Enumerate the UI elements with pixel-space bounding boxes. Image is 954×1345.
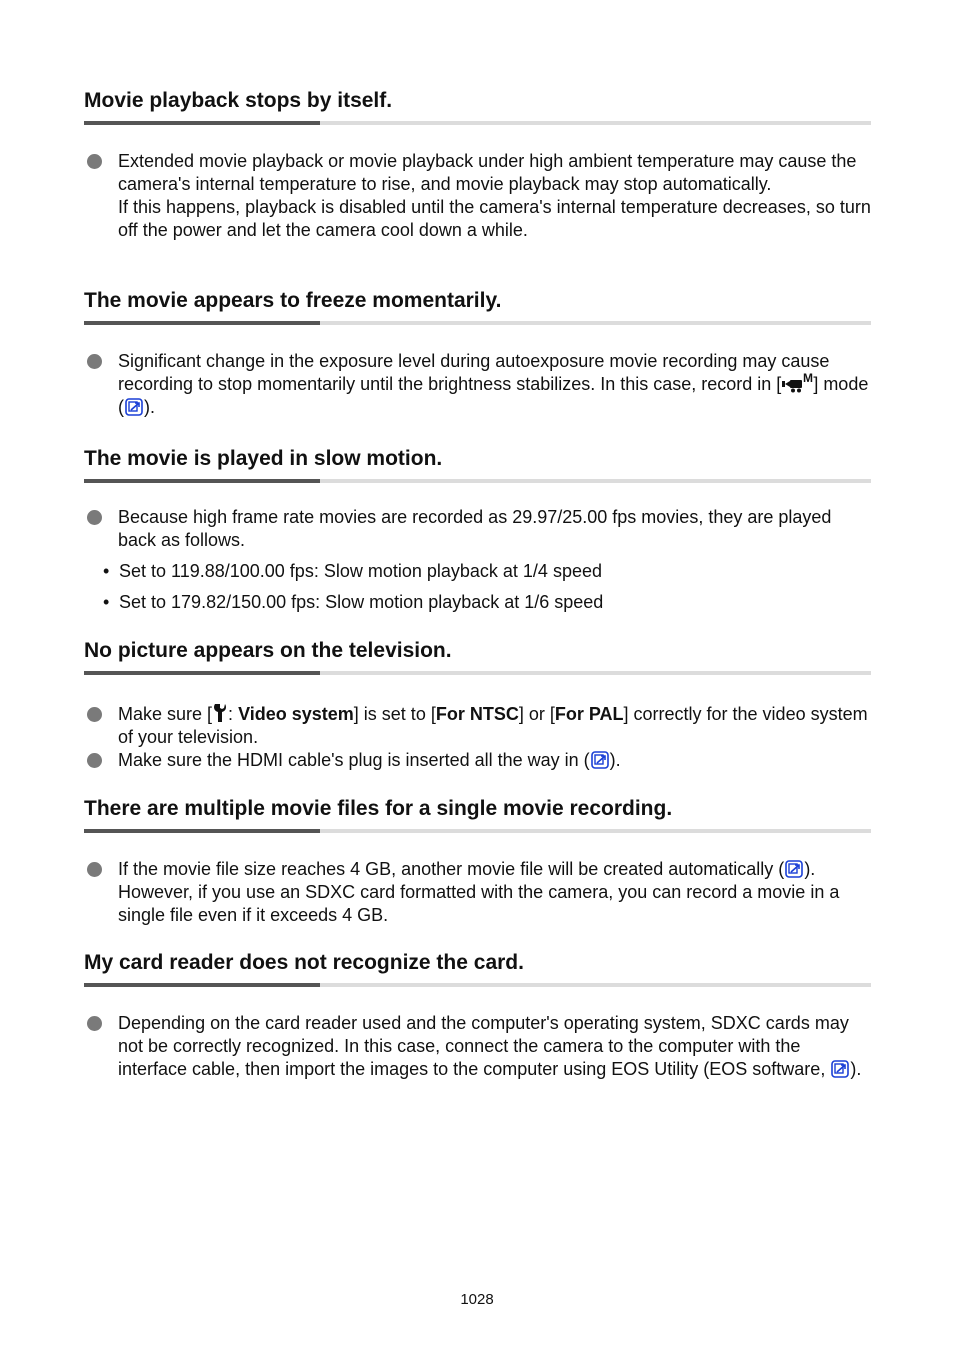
- bullet-text: Significant change in the exposure level during autoexposure movie recording may cause recording to stop momentarily until the brightness stabilizes. In this case, record in [: [118, 351, 830, 394]
- bullet-text: Extended movie playback or movie playback under high ambient temperature may cause the camera's internal temperature to rise, and movie playback may stop automatically.: [118, 151, 857, 194]
- bullet-list: [84, 703, 871, 772]
- list-item: [84, 1012, 871, 1081]
- page-reference-icon[interactable]: [785, 860, 803, 878]
- sub-list-item: [84, 560, 871, 583]
- bullet-text: :: [228, 704, 239, 724]
- bullet-list: [84, 350, 871, 419]
- page-reference-icon[interactable]: [591, 751, 609, 769]
- list-item: [84, 749, 871, 772]
- heading-rule: [84, 829, 871, 833]
- bullet-dot: [87, 753, 102, 768]
- section-no-picture-tv: [84, 638, 871, 772]
- bullet-text: ).: [850, 1059, 862, 1079]
- heading-rule: [84, 671, 871, 675]
- list-item: [84, 858, 871, 927]
- bullet-list: [84, 506, 871, 614]
- page-reference-icon[interactable]: [831, 1060, 849, 1078]
- heading-rule: [84, 121, 871, 125]
- sub-item-text: Set to 119.88/100.00 fps: Slow motion playback at 1/4 speed: [119, 561, 602, 581]
- section-heading: Movie playback stops by itself.: [84, 89, 393, 112]
- bullet-text: ] or [: [518, 704, 555, 724]
- section-heading: The movie is played in slow motion.: [84, 447, 443, 470]
- bullet-text: ] mode (: [118, 374, 869, 417]
- heading-rule: [84, 983, 871, 987]
- bullet-dot: [87, 707, 102, 722]
- sub-item-text: Set to 179.82/150.00 fps: Slow motion playback at 1/6 speed: [119, 592, 604, 612]
- section-heading: The movie appears to freeze momentarily.: [84, 289, 502, 312]
- list-item: [84, 703, 871, 749]
- sub-list-item: [84, 591, 871, 614]
- section-heading: No picture appears on the television.: [84, 639, 452, 662]
- bullet-dot: [87, 154, 102, 169]
- bullet-text-continued: If this happens, playback is disabled until the camera's internal temperature decreases, so turn off the power and let the camera cool down a while.: [118, 197, 871, 240]
- bullet-list: [84, 1012, 871, 1081]
- bullet-dot: [87, 510, 102, 525]
- menu-option-pal: For PAL: [554, 704, 624, 724]
- section-card-reader: [84, 950, 871, 1081]
- bullet-text: ).: [144, 397, 155, 417]
- page-reference-icon[interactable]: [125, 398, 143, 416]
- bullet-text: Make sure the HDMI cable's plug is inserted all the way in (: [118, 750, 590, 770]
- mode-icon-label: M: [803, 373, 814, 385]
- heading-rule: [84, 321, 871, 325]
- list-item: [84, 150, 871, 242]
- bullet-dot: [87, 1016, 102, 1031]
- bullet-text: ).: [609, 750, 621, 770]
- section-slow-motion: [84, 446, 871, 614]
- section-freeze-momentarily: [84, 288, 871, 419]
- bullet-text: ] is set to [: [353, 704, 436, 724]
- section-multiple-files: [84, 796, 871, 927]
- section-heading: There are multiple movie files for a single movie recording.: [84, 797, 673, 820]
- bullet-list: [84, 150, 871, 242]
- list-item: [84, 506, 871, 614]
- menu-option-video-system: Video system: [238, 704, 354, 724]
- bullet-text: Make sure [: [118, 704, 213, 724]
- menu-option-ntsc: For NTSC: [435, 704, 519, 724]
- wrench-icon: [212, 703, 228, 723]
- bullet-list: [84, 858, 871, 927]
- bullet-text: Depending on the card reader used and the computer's operating system, SDXC cards may not be correctly recognized. In this case, connect the camera to the computer with the interface cable, then import the images to the computer using EOS Utility (EOS software,: [118, 1013, 849, 1079]
- heading-rule: [84, 479, 871, 483]
- bullet-text: ). However, if you use an SDXC card formatted with the camera, you can record a movie in a single file even if it exceeds 4 GB.: [118, 859, 840, 925]
- list-item: [84, 350, 871, 419]
- sub-list: [103, 560, 871, 614]
- sub-bullet: •: [103, 592, 110, 612]
- bullet-dot: [87, 862, 102, 877]
- bullet-text: Because high frame rate movies are recorded as 29.97/25.00 fps movies, they are played back as follows.: [118, 507, 832, 550]
- sub-bullet: •: [103, 561, 110, 581]
- bullet-dot: [87, 354, 102, 369]
- page-number: 1028: [460, 1291, 494, 1308]
- section-heading: My card reader does not recognize the card.: [84, 951, 524, 974]
- bullet-text: If the movie file size reaches 4 GB, another movie file will be created automatically (: [118, 859, 785, 879]
- section-playback-stops: [84, 88, 871, 242]
- movie-manual-exposure-icon: [781, 373, 813, 393]
- bullet-text: ] correctly for the video system of your television.: [118, 704, 868, 747]
